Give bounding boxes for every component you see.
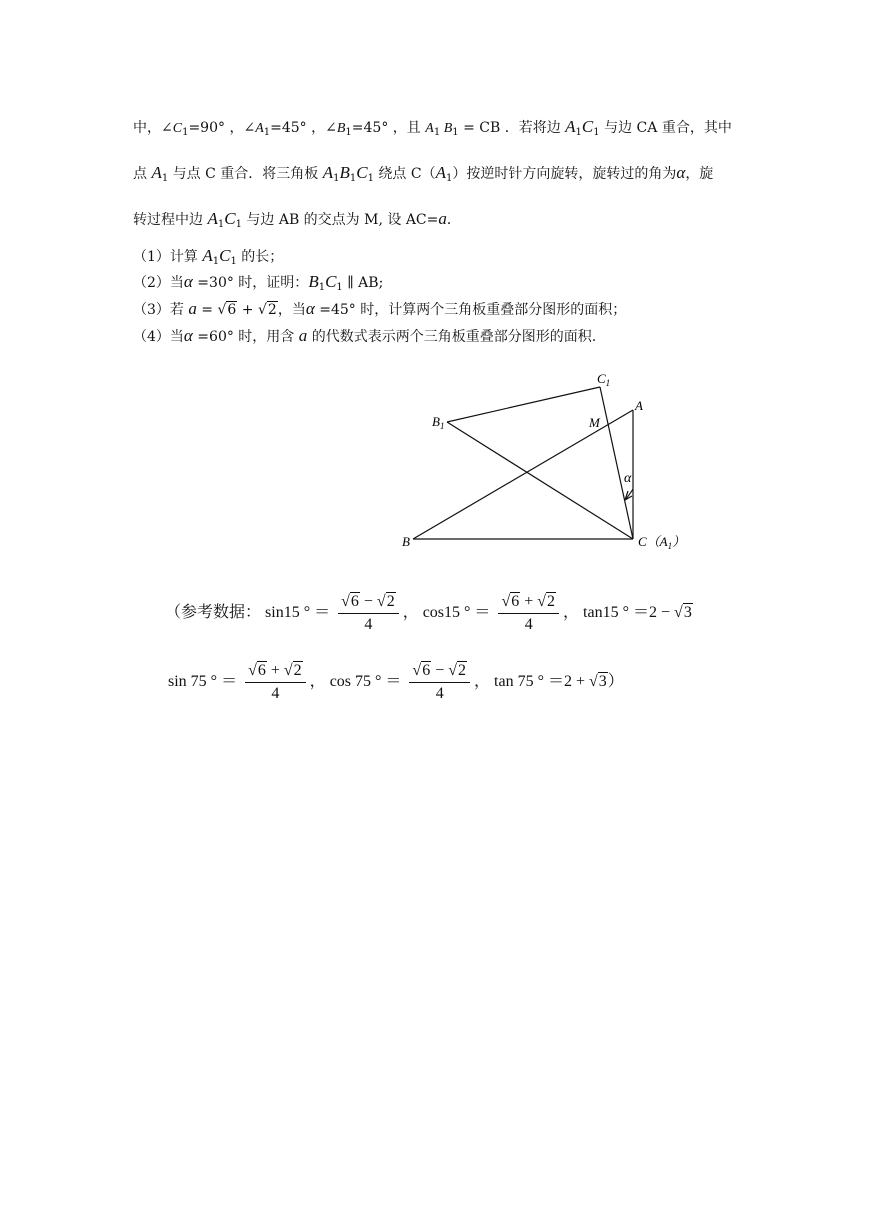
sqrt-sign: √ [674,604,683,622]
tan75-label: tan 75 ° ＝2 + [494,673,590,691]
sqrt-sign: √ [217,302,227,318]
text: =60° 时，用含 [192,329,299,345]
text: =30° 时，证明： [192,275,309,291]
label-a: A [635,398,643,413]
label-b1: $B_1$ [432,414,445,431]
subscript: 1 [212,256,220,267]
text: ）按逆时针方向旋转，旋转过的角为 [452,166,677,182]
segment-c1-c [600,387,633,539]
radicand: 2 [267,302,277,318]
var-a: a [298,326,308,345]
var-alpha: α [183,326,193,345]
question-4 [133,326,596,346]
subscript: 1 [336,282,343,293]
reference-line-1 [165,593,693,634]
var-a: a [438,209,447,228]
var-a1: A [565,117,576,136]
var-a: a [188,299,197,318]
text: ∥ AB; [342,275,384,291]
segment-b-a [413,410,633,539]
denominator: 4 [271,685,280,702]
subscript: 1 [433,127,441,138]
text: =45° 时，计算两个三角板重叠部分图形的面积； [314,302,627,318]
text: 的代数式表示两个三角板重叠部分图形的面积. [307,329,597,345]
var-c1: C [219,246,231,265]
subscript: 1 [593,127,600,138]
text: （4）当 [133,329,184,345]
text: =45° ，且 [351,120,426,136]
label-c-a1: $C(A_1)$ [638,534,686,551]
segment-b1-c [447,422,633,539]
label-alpha: α [624,471,632,486]
subscript: 1 [263,127,271,138]
var-a1: A [435,163,446,182]
text: ． [446,212,461,228]
sin15-label: sin15 ° ＝ [265,604,331,622]
radicand: 3 [683,604,692,622]
tan15-label: tan15 ° ＝2 − [583,604,675,622]
subscript: 1 [235,219,242,230]
label-b: B [402,534,410,549]
var-alpha: α [183,272,193,291]
text: 与边 AB 的交点为 M, 设 AC= [241,212,439,228]
text: 点 [133,166,152,182]
cos15-fraction [498,593,559,634]
var-b1: B [336,121,346,136]
var-c1: C [356,163,368,182]
sqrt-sign: √ [257,302,267,318]
text: =90° ，∠ [188,120,256,136]
radicand: 3 [598,673,607,691]
text: （1）计算 [133,249,203,265]
text: ，旋 [685,166,714,182]
var-a1: A [151,163,162,182]
separator: ， [563,604,580,622]
problem-line-2 [133,163,713,184]
numerator: √6 − √2 [338,593,399,614]
cos15-label: cos15 ° ＝ [422,604,491,622]
subscript: 1 [217,219,225,230]
separator: ， [309,673,326,691]
text: + [237,302,258,318]
subscript: 1 [446,173,453,184]
var-a1: A [202,246,213,265]
label-m: M [589,415,600,430]
question-3 [133,299,626,319]
text: （2）当 [133,275,184,291]
angle-arc [625,489,633,500]
subscript: 1 [345,127,352,138]
subscript: 1 [349,173,357,184]
denominator: 4 [435,685,444,702]
numerator: √6 + √2 [245,662,306,683]
text: 的长； [236,249,284,265]
subscript: 1 [575,127,582,138]
var-c1: C [325,272,337,291]
sin75-fraction [245,662,306,703]
denominator: 4 [524,616,533,633]
radicand: 6 [227,302,237,318]
problem-line-1 [133,117,732,138]
var-alpha: α [676,163,686,182]
var-b1: B [308,272,319,291]
numerator: √6 + √2 [498,593,559,614]
numerator: √6 − √2 [409,662,470,683]
var-alpha: α [305,299,315,318]
var-a1: A [207,209,218,228]
var-a1: A [322,163,334,182]
figure-lines [413,387,633,539]
sqrt-sign: √ [589,673,598,691]
sin75-label: sin 75 ° ＝ [168,673,238,691]
problem-line-3 [133,209,461,230]
text: 与点 C 重合．将三角板 [168,166,323,182]
subscript: 1 [230,256,237,267]
subscript: 1 [161,173,169,184]
var-c1: C [172,121,183,136]
cos75-label: cos 75 ° ＝ [329,673,402,691]
text: 转过程中边 [133,212,208,228]
close-paren: ） [607,673,624,691]
label-c1: $C_1$ [597,371,611,388]
segment-b1-c1 [447,387,600,422]
var-a1: A [255,121,264,136]
question-1 [133,246,283,267]
text: = [196,302,218,318]
sin15-fraction [338,593,399,634]
subscript: 1 [367,173,374,184]
var-a1: A [425,121,434,136]
cos75-fraction [409,662,470,703]
text: =45° ，∠ [270,120,337,136]
text: ，当 [277,302,306,318]
var-c1: C [224,209,236,228]
text: （参考数据： [165,604,262,622]
question-2 [133,272,383,293]
arrow-icon [625,491,632,500]
subscript: 1 [182,127,189,138]
subscript: 1 [452,127,459,138]
denominator: 4 [364,616,373,633]
text: = CB ．若将边 [458,120,566,136]
text: 绕点 C（ [373,166,436,182]
text: 中，∠ [133,120,173,136]
var-c1: C [581,117,594,136]
text: （3）若 [133,302,189,318]
text: 与边 CA 重合，其中 [599,120,732,136]
subscript: 1 [318,282,326,293]
separator: ， [402,604,419,622]
reference-line-2 [168,662,624,703]
subscript: 1 [333,173,340,184]
var-b1: B [339,163,350,182]
separator: ， [474,673,491,691]
var-b1: B [440,121,453,136]
